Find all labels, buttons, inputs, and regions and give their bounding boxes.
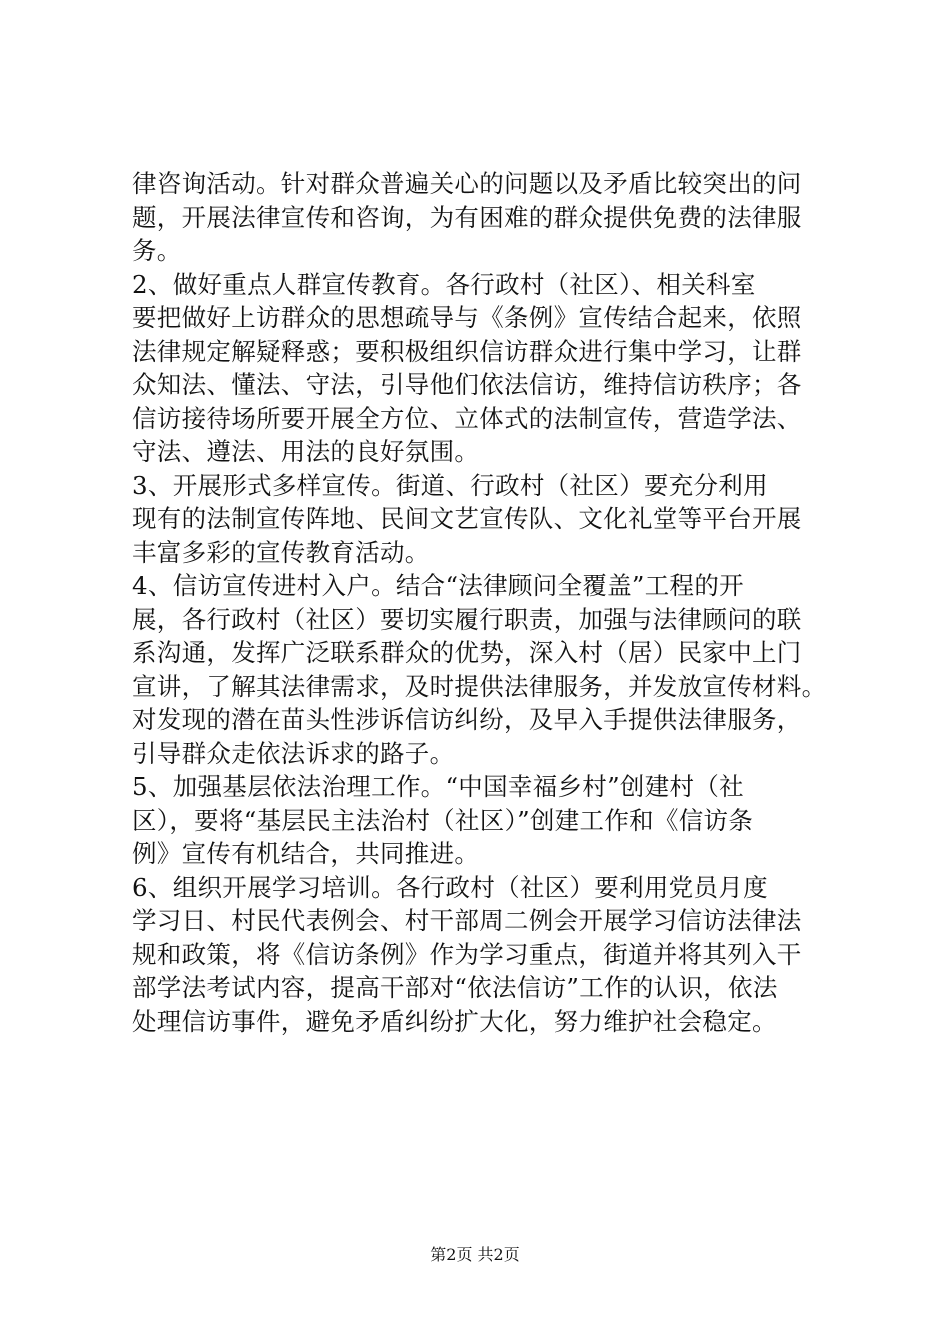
- text-line: 众知法、懂法、守法，引导他们依法信访，维持信访秩序；各: [132, 370, 802, 399]
- text-line: 法律规定解疑释惑；要积极组织信访群众进行集中学习，让群: [132, 336, 802, 366]
- text-line: 题，开展法律宣传和咨询，为有困难的群众提供免费的法律服: [132, 202, 802, 232]
- text-line: 引导群众走依法诉求的路子。: [132, 738, 455, 768]
- text-line: 规和政策，将《信访条例》作为学习重点，街道并将其列入干: [132, 939, 802, 969]
- text-line: 守法、遵法、用法的良好氛围。: [132, 437, 480, 466]
- page-footer: 第2页 共2页: [430, 1245, 520, 1264]
- text-line: 展，各行政村（社区）要切实履行职责，加强与法律顾问的联: [132, 604, 802, 634]
- text-line: 系沟通，发挥广泛联系群众的优势，深入村（居）民家中上门: [132, 638, 802, 667]
- text-line: 例》宣传有机结合，共同推进。: [132, 839, 480, 868]
- text-line: 要把做好上访群众的思想疏导与《条例》宣传结合起来，依照: [132, 303, 802, 332]
- text-line: 2、做好重点人群宣传教育。各行政村（社区）、相关科室: [132, 269, 756, 299]
- text-line: 5、加强基层依法治理工作。“中国幸福乡村”创建村（社: [132, 772, 744, 801]
- text-line: 对发现的潜在苗头性涉诉信访纠纷，及早入手提供法律服务，: [132, 705, 802, 734]
- text-line: 6、组织开展学习培训。各行政村（社区）要利用党员月度: [132, 872, 768, 902]
- text-line: 信访接待场所要开展全方位、立体式的法制宣传，营造学法、: [132, 403, 802, 433]
- text-line: 区），要将“基层民主法治村（社区）”创建工作和《信访条: [132, 805, 754, 835]
- text-line: 学习日、村民代表例会、村干部周二例会开展学习信访法律法: [132, 906, 802, 935]
- text-line: 部学法考试内容，提高干部对“依法信访”工作的认识，依法: [132, 973, 778, 1002]
- text-line: 宣讲，了解其法律需求，及时提供法律服务，并发放宣传材料。: [132, 671, 827, 701]
- text-line: 务。: [132, 236, 182, 265]
- text-line: 律咨询活动。针对群众普遍关心的问题以及矛盾比较突出的问: [132, 169, 802, 198]
- text-line: 3、开展形式多样宣传。街道、行政村（社区）要充分利用: [132, 470, 768, 500]
- text-line: 丰富多彩的宣传教育活动。: [132, 537, 430, 567]
- text-line: 4、信访宣传进村入户。结合“法律顾问全覆盖”工程的开: [132, 571, 744, 600]
- text-line: 处理信访事件，避免矛盾纠纷扩大化，努力维护社会稳定。: [132, 1006, 777, 1036]
- text-line: 现有的法制宣传阵地、民间文艺宣传队、文化礼堂等平台开展: [132, 504, 802, 533]
